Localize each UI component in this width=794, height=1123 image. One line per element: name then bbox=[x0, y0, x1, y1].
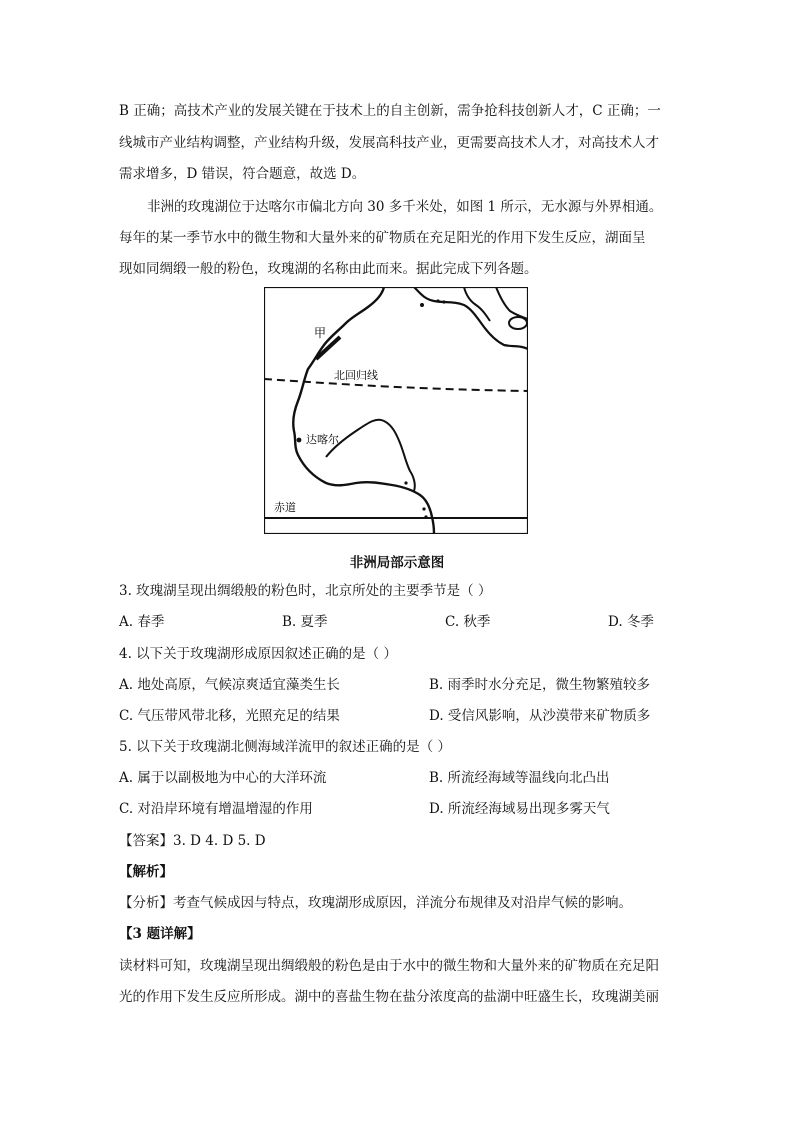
label-tropic: 北回归线 bbox=[334, 369, 378, 382]
island-dot bbox=[404, 481, 407, 484]
label-equator: 赤道 bbox=[274, 501, 296, 514]
figure-caption: 非洲局部示意图 bbox=[349, 555, 445, 571]
label-dakar: 达喀尔 bbox=[306, 433, 339, 446]
paragraph-line: 需求增多，D 错误，符合题意，故选 D。 bbox=[119, 166, 366, 182]
label-jia: 甲 bbox=[314, 326, 327, 340]
q3-option-d: D. 冬季 bbox=[608, 614, 654, 630]
dakar-dot bbox=[297, 438, 302, 443]
q5-option-c: C. 对沿岸环境有增温增湿的作用 bbox=[119, 801, 313, 817]
q3-option-b: B. 夏季 bbox=[282, 614, 328, 630]
paragraph-line: 非洲的玫瑰湖位于达喀尔市偏北方向 30 多千米处，如图 1 所示，无水源与外界相通。 bbox=[147, 199, 663, 215]
q4-option-c: C. 气压带风带北移，光照充足的结果 bbox=[119, 708, 340, 724]
q3-option-a: A. 春季 bbox=[119, 614, 165, 630]
q5-option-a: A. 属于以副极地为中心的大洋环流 bbox=[119, 770, 327, 786]
paragraph-line: 每年的某一季节水中的微生物和大量外来的矿物质在充足阳光的作用下发生反应，湖面呈 bbox=[119, 230, 646, 246]
q4-option-d: D. 受信风影响，从沙漠带来矿物质多 bbox=[429, 708, 651, 724]
island bbox=[509, 317, 527, 329]
question-3-stem: 3. 玫瑰湖呈现出绸缎般的粉色时，北京所处的主要季节是（ ） bbox=[119, 583, 492, 599]
q5-option-d: D. 所流经海域易出现多雾天气 bbox=[429, 801, 610, 817]
analysis-line: 【分析】考查气候成因与特点，玫瑰湖形成原因，洋流分布规律及对沿岸气候的影响。 bbox=[119, 895, 632, 911]
island-dot bbox=[422, 507, 425, 510]
africa-map-figure bbox=[264, 287, 528, 534]
map-frame bbox=[265, 288, 528, 534]
island-dot bbox=[442, 300, 445, 303]
q3-option-c: C. 秋季 bbox=[445, 614, 491, 630]
island-dot bbox=[436, 299, 439, 302]
paragraph-line: 线城市产业结构调整，产业结构升级，发展高科技产业，更需要高技术人才，对高技术人才 bbox=[119, 135, 659, 151]
answer-line: 【答案】3. D 4. D 5. D bbox=[119, 833, 266, 849]
q4-option-b: B. 雨季时水分充足，微生物繁殖较多 bbox=[429, 677, 651, 693]
analysis-heading: 【解析】 bbox=[119, 864, 173, 880]
question-5-stem: 5. 以下关于玫瑰湖北侧海域洋流甲的叙述正确的是（ ） bbox=[119, 739, 451, 755]
q4-option-a: A. 地处高原，气候凉爽适宜藻类生长 bbox=[119, 677, 340, 693]
question-4-stem: 4. 以下关于玫瑰湖形成原因叙述正确的是（ ） bbox=[119, 646, 397, 662]
detail-line: 光的作用下发生反应所形成。湖中的喜盐生物在盐分浓度高的盐湖中旺盛生长，玫瑰湖美丽 bbox=[119, 989, 659, 1005]
island-dot bbox=[420, 303, 424, 307]
paragraph-line: B 正确；高技术产业的发展关键在于技术上的自主创新，需争抢科技创新人才，C 正确；一 bbox=[119, 103, 661, 119]
q5-option-b: B. 所流经海域等温线向北凸出 bbox=[429, 770, 610, 786]
detail-line: 读材料可知，玫瑰湖呈现出绸缎般的粉色是由于水中的微生物和大量外来的矿物质在充足阳 bbox=[119, 958, 659, 974]
paragraph-line: 现如同绸缎一般的粉色，玫瑰湖的名称由此而来。据此完成下列各题。 bbox=[119, 261, 538, 277]
q3-detail-heading: 【3 题详解】 bbox=[119, 926, 201, 942]
